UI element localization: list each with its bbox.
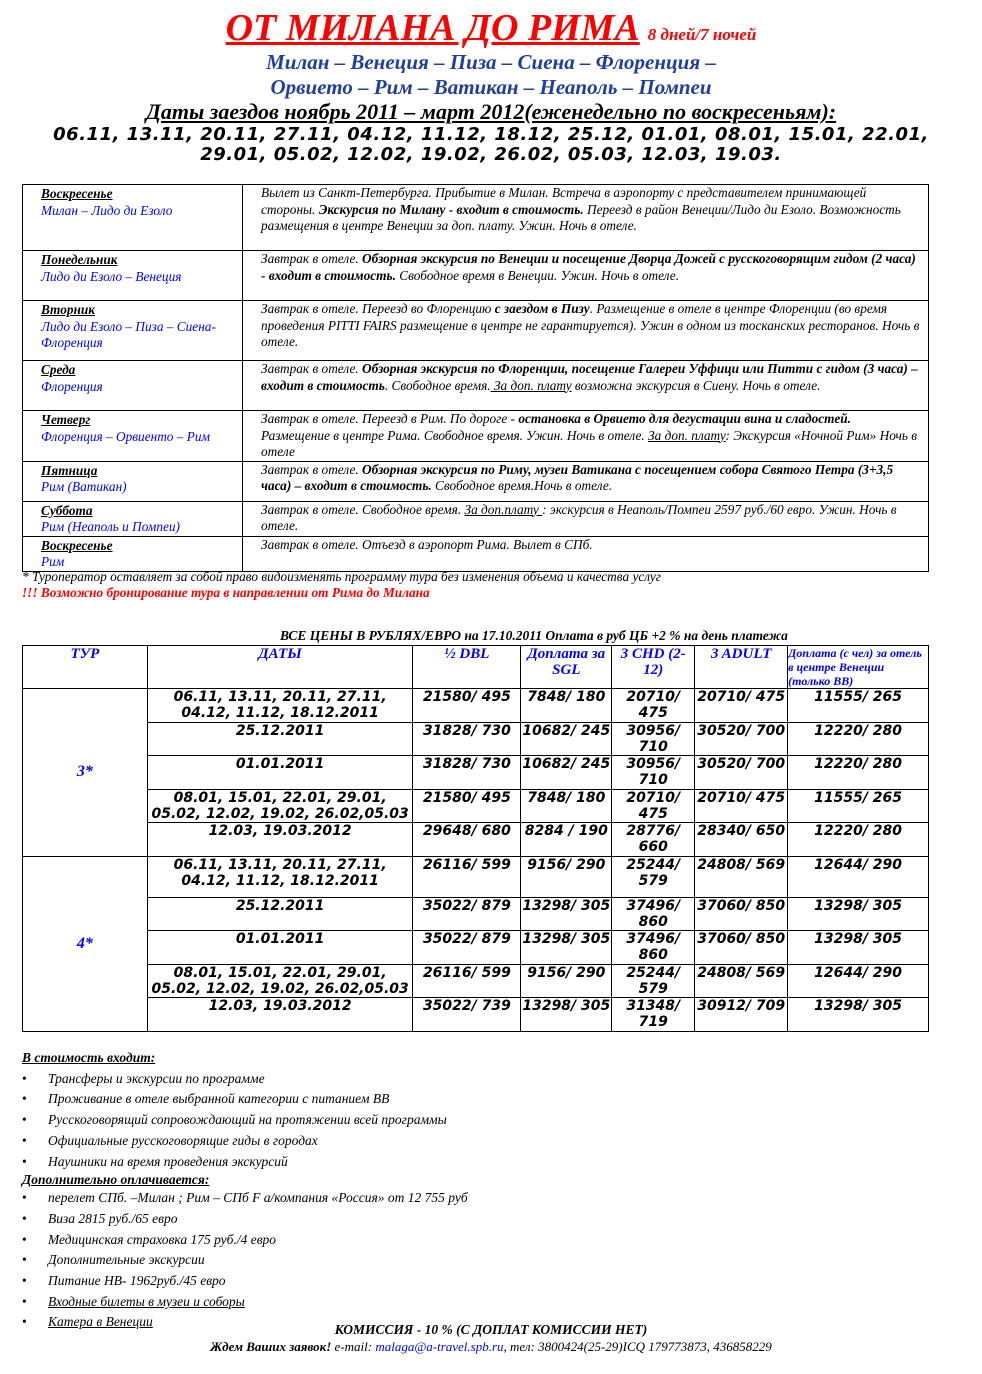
text-segment: Завтрак в отеле. bbox=[261, 361, 363, 376]
day-cities: Рим (Ватикан) bbox=[41, 479, 127, 494]
price-cell: 25.12.2011 bbox=[147, 897, 413, 931]
email-label: e-mail: bbox=[331, 1339, 376, 1354]
dates-heading: Даты заездов ноябрь 2011 – март 2012(еженедельно по воскресеньям): bbox=[145, 99, 837, 124]
text-segment: Завтрак в отеле. Переезд в Рим. По дороге - bbox=[261, 411, 519, 426]
price-row bbox=[23, 897, 929, 931]
text-segment: Завтрак в отеле. Свободное время. bbox=[261, 501, 465, 517]
list-item-text: Входные билеты в музеи и соборы bbox=[48, 1293, 245, 1309]
day-cell bbox=[23, 251, 243, 301]
price-cell: 28776/ 660 bbox=[612, 823, 695, 857]
list-item bbox=[22, 1188, 468, 1209]
itinerary-row bbox=[23, 501, 929, 536]
text-segment: остановка в Орвието для дегустации вина и сладостей. bbox=[518, 411, 851, 426]
price-cell: 25.12.2011 bbox=[147, 722, 413, 756]
disclaimer: * Туроператор оставляет за собой право видоизменять программу тура без изменения объема и качества услуг bbox=[22, 569, 661, 584]
list-item: • Русскоговорящий сопровождающий на протяжении всей программы bbox=[22, 1110, 468, 1131]
price-cell: 31828/ 730 bbox=[413, 722, 521, 756]
text-segment: Завтрак в отеле. bbox=[261, 251, 363, 266]
day-name: Четверг bbox=[41, 412, 91, 427]
list-item bbox=[22, 1250, 468, 1271]
contact-line bbox=[0, 1339, 982, 1355]
price-cell: 29648/ 680 bbox=[413, 823, 521, 857]
day-description bbox=[243, 251, 929, 301]
route-line: Милан – Венеция – Пиза – Сиена – Флоренция – bbox=[266, 50, 716, 74]
day-cell bbox=[23, 301, 243, 361]
itinerary-row bbox=[23, 411, 929, 462]
price-row bbox=[23, 689, 929, 723]
column-header: ½ DBL bbox=[413, 646, 521, 689]
tour-category: 4* bbox=[23, 856, 148, 1031]
day-name: Понедельник bbox=[41, 252, 118, 267]
title-main: ОТ МИЛАНА ДО РИМА bbox=[225, 7, 640, 49]
route-line: Орвието – Рим – Ватикан – Неаполь – Помпеи bbox=[270, 75, 712, 99]
day-cities: Милан – Лидо ди Езоло bbox=[41, 202, 173, 218]
text-segment: Обзорная экскурсия по Флоренции, посещение Галереи Уффици или Питти с гидом (3 часа) – входит в стоимость bbox=[261, 361, 918, 393]
itinerary-table bbox=[22, 184, 929, 572]
price-cell: 12644/ 290 bbox=[788, 964, 929, 998]
list-item bbox=[22, 1271, 468, 1292]
day-name: Воскресенье bbox=[41, 186, 113, 201]
day-description bbox=[243, 411, 929, 462]
price-cell: 11555/ 265 bbox=[788, 689, 929, 723]
price-cell: 31828/ 730 bbox=[413, 756, 521, 790]
list-item-text: Питание НВ- 1962руб./45 евро bbox=[48, 1273, 226, 1289]
price-cell: 37060/ 850 bbox=[695, 931, 788, 965]
price-cell: 30520/ 700 bbox=[695, 722, 788, 756]
price-cell: 20710/ 475 bbox=[695, 689, 788, 723]
price-cell: 37060/ 850 bbox=[695, 897, 788, 931]
price-cell: 35022/ 879 bbox=[413, 931, 521, 965]
itinerary-row bbox=[23, 361, 929, 411]
price-cell: 12644/ 290 bbox=[788, 856, 929, 897]
price-cell: 13298/ 305 bbox=[521, 897, 612, 931]
price-cell: 01.01.2011 bbox=[147, 756, 413, 790]
price-cell: 31348/ 719 bbox=[612, 998, 695, 1032]
list-item-text: Виза 2815 руб./65 евро bbox=[48, 1210, 178, 1226]
day-cities: Рим bbox=[41, 554, 65, 569]
price-cell: 08.01, 15.01, 22.01, 29.01, 05.02, 12.02, 19.02, 26.02,05.03 bbox=[147, 789, 413, 823]
price-row bbox=[23, 823, 929, 857]
included-heading: В стоимость входит: bbox=[22, 1050, 156, 1065]
day-cell bbox=[23, 501, 243, 536]
itinerary-row bbox=[23, 301, 929, 361]
email-link[interactable]: malaga@a-travel.spb.ru bbox=[375, 1339, 504, 1354]
text-segment: Завтрак в отеле. bbox=[261, 461, 363, 477]
day-name: Среда bbox=[41, 362, 76, 377]
price-cell: 12220/ 280 bbox=[788, 823, 929, 857]
price-cell: 11555/ 265 bbox=[788, 789, 929, 823]
text-segment: : экскурсия в Неаполь/Помпеи 2597 руб./60 евро. Ужин. Ночь в отеле. bbox=[261, 501, 897, 533]
price-cell: 12220/ 280 bbox=[788, 722, 929, 756]
price-row bbox=[23, 931, 929, 965]
price-row bbox=[23, 964, 929, 998]
price-cell: 8284 / 190 bbox=[521, 823, 612, 857]
text-segment: . Размещение в отеле в центре Флоренции (во время проведения PITTI FAIRS размещение в центре не гарантируется). Ужин в одном из тосканских ресторанов. Ночь в отеле. bbox=[261, 301, 920, 349]
price-cell: 26116/ 599 bbox=[413, 856, 521, 897]
list-item: • Трансферы и экскурсии по программе bbox=[22, 1069, 468, 1090]
price-cell: 08.01, 15.01, 22.01, 29.01, 05.02, 12.02, 19.02, 26.02,05.03 bbox=[147, 964, 413, 998]
day-cities: Рим (Неаполь и Помпеи) bbox=[41, 519, 180, 534]
itinerary-row bbox=[23, 185, 929, 251]
reverse-booking-note: !!! Возможно бронирование тура в направлении от Рима до Милана bbox=[22, 585, 430, 600]
price-cell: 30956/ 710 bbox=[612, 722, 695, 756]
day-name: Воскресенье bbox=[41, 537, 113, 553]
column-header: Доплата (с чел) за отель в центре Венеции (только BB) bbox=[788, 646, 929, 689]
price-cell: 13298/ 305 bbox=[521, 998, 612, 1032]
price-cell: 30520/ 700 bbox=[695, 756, 788, 790]
price-cell: 13298/ 305 bbox=[788, 931, 929, 965]
price-cell: 25244/ 579 bbox=[612, 856, 695, 897]
price-table bbox=[22, 645, 929, 1032]
text-segment: с заездом в Пизу bbox=[494, 301, 590, 316]
dates-list: 29.01, 05.02, 12.02, 19.02, 26.02, 05.03, 12.03, 19.03. bbox=[200, 144, 782, 165]
column-header: 3 ADULT bbox=[695, 646, 788, 689]
text-segment: Размещение в центре Рима. Свободное время. Ужин. Ночь в отеле. bbox=[261, 427, 649, 443]
day-description bbox=[243, 536, 929, 571]
day-description bbox=[243, 185, 929, 251]
day-cities: Флоренция bbox=[41, 378, 103, 394]
text-segment: . Свободное время. bbox=[384, 377, 491, 393]
price-cell: 12.03, 19.03.2012 bbox=[147, 998, 413, 1032]
dates-list: 06.11, 13.11, 20.11, 27.11, 04.12, 11.12, 18.12, 25.12, 01.01, 08.01, 15.01, 22.01, bbox=[53, 124, 929, 145]
price-cell: 12.03, 19.03.2012 bbox=[147, 823, 413, 857]
column-header: 3 CHD (2-12) bbox=[612, 646, 695, 689]
text-segment: Свободное время.Ночь в отеле. bbox=[431, 478, 613, 493]
price-cell: 13298/ 305 bbox=[788, 897, 929, 931]
day-cell bbox=[23, 185, 243, 251]
day-name: Пятница bbox=[41, 462, 98, 478]
price-cell: 13298/ 305 bbox=[521, 931, 612, 965]
extra-list bbox=[22, 1188, 468, 1333]
phones: , тел: 3800424(25-29)ICQ 179773873, 436858229 bbox=[503, 1339, 772, 1354]
list-item: • Проживание в отеле выбранной категории с питанием ВВ bbox=[22, 1089, 468, 1110]
extra-heading: Дополнительно оплачивается: bbox=[22, 1172, 210, 1188]
price-cell: 20710/ 475 bbox=[695, 789, 788, 823]
price-caption: ВСЕ ЦЕНЫ В РУБЛЯХ/ЕВРО на 17.10.2011 Оплата в руб ЦБ +2 % на день платежа bbox=[280, 628, 788, 643]
price-cell: 10682/ 245 bbox=[521, 756, 612, 790]
day-name: Вторник bbox=[41, 302, 96, 317]
price-cell: 06.11, 13.11, 20.11, 27.11, 04.12, 11.12, 18.12.2011 bbox=[147, 856, 413, 897]
text-segment: Свободное время в Венеции. Ужин. Ночь в отеле. bbox=[395, 267, 680, 283]
price-cell: 25244/ 579 bbox=[612, 964, 695, 998]
text-segment: : Экскурсия «Ночной Рим» Ночь в отеле bbox=[261, 427, 918, 459]
list-item-text: перелет СПб. –Милан ; Рим – СПб F а/компания «Россия» от 12 755 руб bbox=[48, 1190, 468, 1206]
day-cities: Лидо ди Езоло – Пиза – Сиена- Флоренция bbox=[41, 318, 216, 350]
price-row bbox=[23, 856, 929, 897]
tour-duration: 8 дней/7 ночей bbox=[647, 25, 757, 44]
text-segment: Экскурсия по Милану - входит в стоимость. bbox=[318, 201, 584, 217]
day-cell bbox=[23, 411, 243, 462]
price-cell: 21580/ 495 bbox=[413, 789, 521, 823]
price-cell: 7848/ 180 bbox=[521, 789, 612, 823]
text-segment: Обзорная экскурсия по Венеции и посещение Дворца Дожей с русскоговорящим гидом (2 часа) - входит в стоимость. bbox=[261, 251, 916, 283]
day-cities: Флоренция – Орвиенто – Рим bbox=[41, 428, 210, 444]
price-row bbox=[23, 722, 929, 756]
column-header: ТУР bbox=[23, 646, 148, 689]
price-row bbox=[23, 998, 929, 1032]
itinerary-row bbox=[23, 536, 929, 571]
tour-category: 3* bbox=[23, 689, 148, 857]
day-cell bbox=[23, 536, 243, 571]
text-segment: Завтрак в отеле. Отъезд в аэропорт Рима. Вылет в СПб. bbox=[261, 536, 593, 552]
price-cell: 13298/ 305 bbox=[788, 998, 929, 1032]
list-item-text: Медицинская страховка 175 руб./4 евро bbox=[48, 1231, 277, 1247]
list-item bbox=[22, 1292, 468, 1313]
column-header: ДАТЫ bbox=[147, 646, 413, 689]
price-cell: 20710/ 475 bbox=[612, 789, 695, 823]
price-cell: 12220/ 280 bbox=[788, 756, 929, 790]
price-cell: 21580/ 495 bbox=[413, 689, 521, 723]
text-segment: Обзорная экскурсия по Риму, музеи Ватикана с посещением собора Святого Петра (3+3,5 часа) – входит в стоимость. bbox=[261, 461, 894, 493]
day-description bbox=[243, 501, 929, 536]
text-segment: За доп. плату bbox=[490, 377, 572, 393]
included-list bbox=[22, 1069, 468, 1173]
column-header: Доплата за SGL bbox=[521, 646, 612, 689]
price-cell: 20710/ 475 bbox=[612, 689, 695, 723]
page-title bbox=[0, 6, 982, 50]
price-row bbox=[23, 789, 929, 823]
price-cell: 30956/ 710 bbox=[612, 756, 695, 790]
list-item: • Официальные русскоговорящие гиды в городах bbox=[22, 1131, 468, 1152]
commission: КОМИССИЯ - 10 % (С ДОПЛАТ КОМИССИИ НЕТ) bbox=[334, 1322, 648, 1337]
text-segment: Завтрак в отеле. Переезд во Флоренцию bbox=[261, 301, 495, 316]
price-cell: 9156/ 290 bbox=[521, 856, 612, 897]
price-cell: 26116/ 599 bbox=[413, 964, 521, 998]
list-item: • Наушники на время проведения экскурсий bbox=[22, 1152, 468, 1173]
price-cell: 24808/ 569 bbox=[695, 856, 788, 897]
day-name: Суббота bbox=[41, 502, 93, 518]
price-cell: 24808/ 569 bbox=[695, 964, 788, 998]
day-cities: Лидо ди Езоло – Венеция bbox=[41, 268, 182, 284]
call-to-action: Ждем Ваших заявок! bbox=[210, 1339, 332, 1354]
itinerary-row bbox=[23, 461, 929, 501]
conditions bbox=[22, 1048, 468, 1333]
price-cell: 01.01.2011 bbox=[147, 931, 413, 965]
price-cell: 10682/ 245 bbox=[521, 722, 612, 756]
text-segment: За доп. плату bbox=[648, 427, 726, 443]
price-cell: 28340/ 650 bbox=[695, 823, 788, 857]
price-cell: 7848/ 180 bbox=[521, 689, 612, 723]
price-cell: 06.11, 13.11, 20.11, 27.11, 04.12, 11.12, 18.12.2011 bbox=[147, 689, 413, 723]
list-item bbox=[22, 1230, 468, 1251]
price-row bbox=[23, 756, 929, 790]
text-segment: Переезд в район Венеции/Лидо ди Езоло. Возможность размещения в центре Венеции за доп. плату. Ужин. Ночь в отеле. bbox=[261, 201, 901, 233]
day-description bbox=[243, 461, 929, 501]
text-segment: За доп.плату bbox=[464, 501, 543, 517]
day-cell bbox=[23, 361, 243, 411]
list-item bbox=[22, 1209, 468, 1230]
itinerary-row bbox=[23, 251, 929, 301]
price-cell: 35022/ 739 bbox=[413, 998, 521, 1032]
day-description bbox=[243, 361, 929, 411]
price-cell: 37496/ 860 bbox=[612, 897, 695, 931]
price-cell: 30912/ 709 bbox=[695, 998, 788, 1032]
list-item-text: Дополнительные экскурсии bbox=[48, 1252, 205, 1268]
day-cell bbox=[23, 461, 243, 501]
price-cell: 9156/ 290 bbox=[521, 964, 612, 998]
list-item-text: Катера в Венеции bbox=[48, 1314, 153, 1330]
text-segment: Вылет из Санкт-Петербурга. Прибытие в Милан. Встреча в аэропорту с представителем принимающей стороны. bbox=[261, 185, 867, 217]
price-cell: 37496/ 860 bbox=[612, 931, 695, 965]
text-segment: возможна экскурсия в Сиену. Ночь в отеле. bbox=[571, 377, 821, 393]
price-cell: 35022/ 879 bbox=[413, 897, 521, 931]
day-description bbox=[243, 301, 929, 361]
